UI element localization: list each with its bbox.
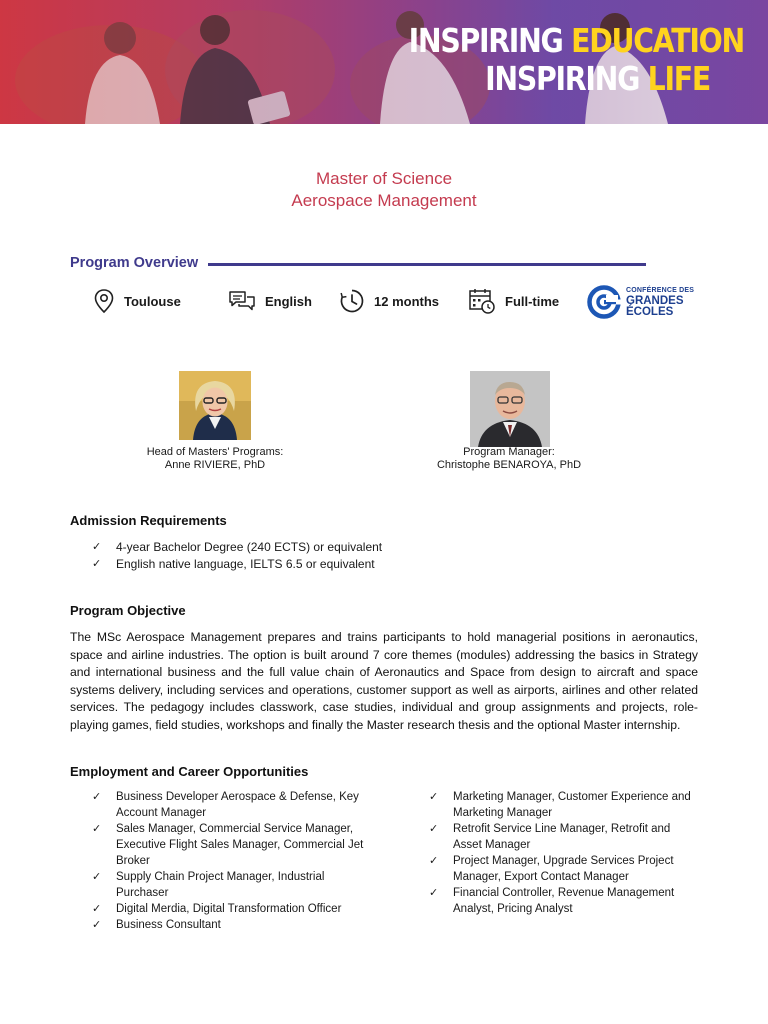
- fact-schedule-label: Full-time: [505, 293, 560, 309]
- list-item: [429, 821, 701, 853]
- list-item: [92, 821, 364, 869]
- fact-schedule: [468, 286, 559, 316]
- list-item-text: Marketing Manager, Customer Experience and Marketing Manager: [453, 791, 691, 819]
- program-overview-header: [70, 253, 646, 273]
- list-item-text: Business Consultant: [116, 919, 221, 931]
- list-item-text: 4-year Bachelor Degree (240 ECTS) or equivalent: [116, 540, 383, 554]
- careers-list-right: [429, 789, 701, 917]
- admission-heading: Admission Requirements: [70, 513, 227, 528]
- cge-line-1: CONFÉRENCE DES: [626, 286, 695, 294]
- calendar-icon: [468, 287, 496, 315]
- list-item: [429, 885, 701, 917]
- header-banner: [0, 0, 768, 124]
- objective-heading: Program Objective: [70, 603, 186, 618]
- title-line-2: Aerospace Management: [291, 191, 477, 210]
- slogan-highlight: LIFE: [647, 59, 711, 98]
- banner-slogan: [409, 22, 744, 98]
- check-icon: ✓: [92, 871, 102, 883]
- list-item: [429, 789, 701, 821]
- title-line-1: Master of Science: [315, 169, 453, 188]
- careers-heading: Employment and Career Opportunities: [70, 764, 309, 779]
- fact-duration: [339, 286, 439, 316]
- fact-location-label: Toulouse: [124, 293, 181, 309]
- list-item-text: Supply Chain Project Manager, Industrial Purchaser: [116, 871, 325, 899]
- list-item-text: Sales Manager, Commercial Service Manager, Executive Flight Sales Manager, Commercial Jet Broker: [116, 823, 364, 867]
- list-item: [92, 901, 364, 917]
- person-name: Christophe BENAROYA, PhD: [436, 459, 582, 471]
- fact-language-label: English: [265, 293, 312, 309]
- cge-line-3: ÉCOLES: [626, 306, 674, 319]
- headshot-photo: [179, 371, 251, 440]
- person-role: Head of Masters' Programs:: [146, 446, 284, 458]
- map-pin-icon: [93, 288, 115, 314]
- list-item-text: Project Manager, Upgrade Services Project Manager, Export Contact Manager: [453, 855, 674, 883]
- person-card: [115, 371, 315, 476]
- check-icon: ✓: [92, 903, 102, 915]
- check-icon: ✓: [92, 541, 102, 553]
- list-item-text: Business Developer Aerospace & Defense, Key Account Manager: [116, 791, 359, 819]
- headshot-photo: [470, 371, 550, 447]
- speech-bubbles-icon: [228, 289, 256, 313]
- clock-icon: [339, 288, 365, 314]
- list-item: [92, 539, 382, 556]
- check-icon: ✓: [92, 823, 102, 835]
- check-icon: ✓: [429, 823, 439, 835]
- admission-list: [92, 539, 382, 572]
- careers-list-left: [92, 789, 364, 933]
- person-name: Anne RIVIERE, PhD: [164, 459, 266, 471]
- section-heading: Program Overview: [70, 255, 199, 271]
- list-item: [429, 853, 701, 885]
- cge-line-2: GRANDES: [626, 295, 684, 308]
- fact-language: [228, 286, 312, 316]
- check-icon: ✓: [429, 855, 439, 867]
- slogan-word: INSPIRING: [408, 21, 572, 60]
- slogan-highlight: EDUCATION: [571, 21, 744, 60]
- check-icon: ✓: [92, 791, 102, 803]
- check-icon: ✓: [92, 557, 102, 570]
- list-item-text: Retrofit Service Line Manager, Retrofit and Asset Manager: [453, 823, 671, 851]
- check-icon: ✓: [429, 887, 439, 899]
- list-item-text: Digital Merdia, Digital Transformation Officer: [116, 903, 342, 915]
- objective-paragraph: The MSc Aerospace Management prepares and trains participants to hold managerial positions in aeronautics, space and airline industries. The option is built around 7 core themes (modules) addressing the basics in Strategy and international business and the full value chain of Aeronautics and Space from design to aircraft and space systems delivery, including services and operations, customer support as well as airports, airlines and other related services. The pedagogy includes classwork, case studies, individual and group assignments and projects, role-playing games, field studies, workshops and finally the Master research thesis and the optional Master internship.: [70, 630, 698, 732]
- list-item: [92, 869, 364, 901]
- list-item: [92, 556, 382, 573]
- cge-logo-icon: [587, 285, 621, 319]
- list-item: [92, 917, 364, 933]
- section-divider: [208, 263, 646, 266]
- list-item-text: English native language, IELTS 6.5 or equivalent: [116, 556, 375, 571]
- person-role: Program Manager:: [463, 446, 555, 458]
- fact-duration-label: 12 months: [374, 293, 440, 309]
- check-icon: ✓: [429, 791, 439, 803]
- person-card: [409, 371, 609, 476]
- cge-accreditation-logo: [587, 285, 697, 319]
- list-item-text: Financial Controller, Revenue Management Analyst, Pricing Analyst: [453, 887, 675, 915]
- list-item: [92, 789, 364, 821]
- program-title: [0, 168, 768, 212]
- fact-location: [93, 286, 181, 316]
- slogan-word: INSPIRING: [485, 59, 648, 98]
- check-icon: ✓: [92, 919, 102, 931]
